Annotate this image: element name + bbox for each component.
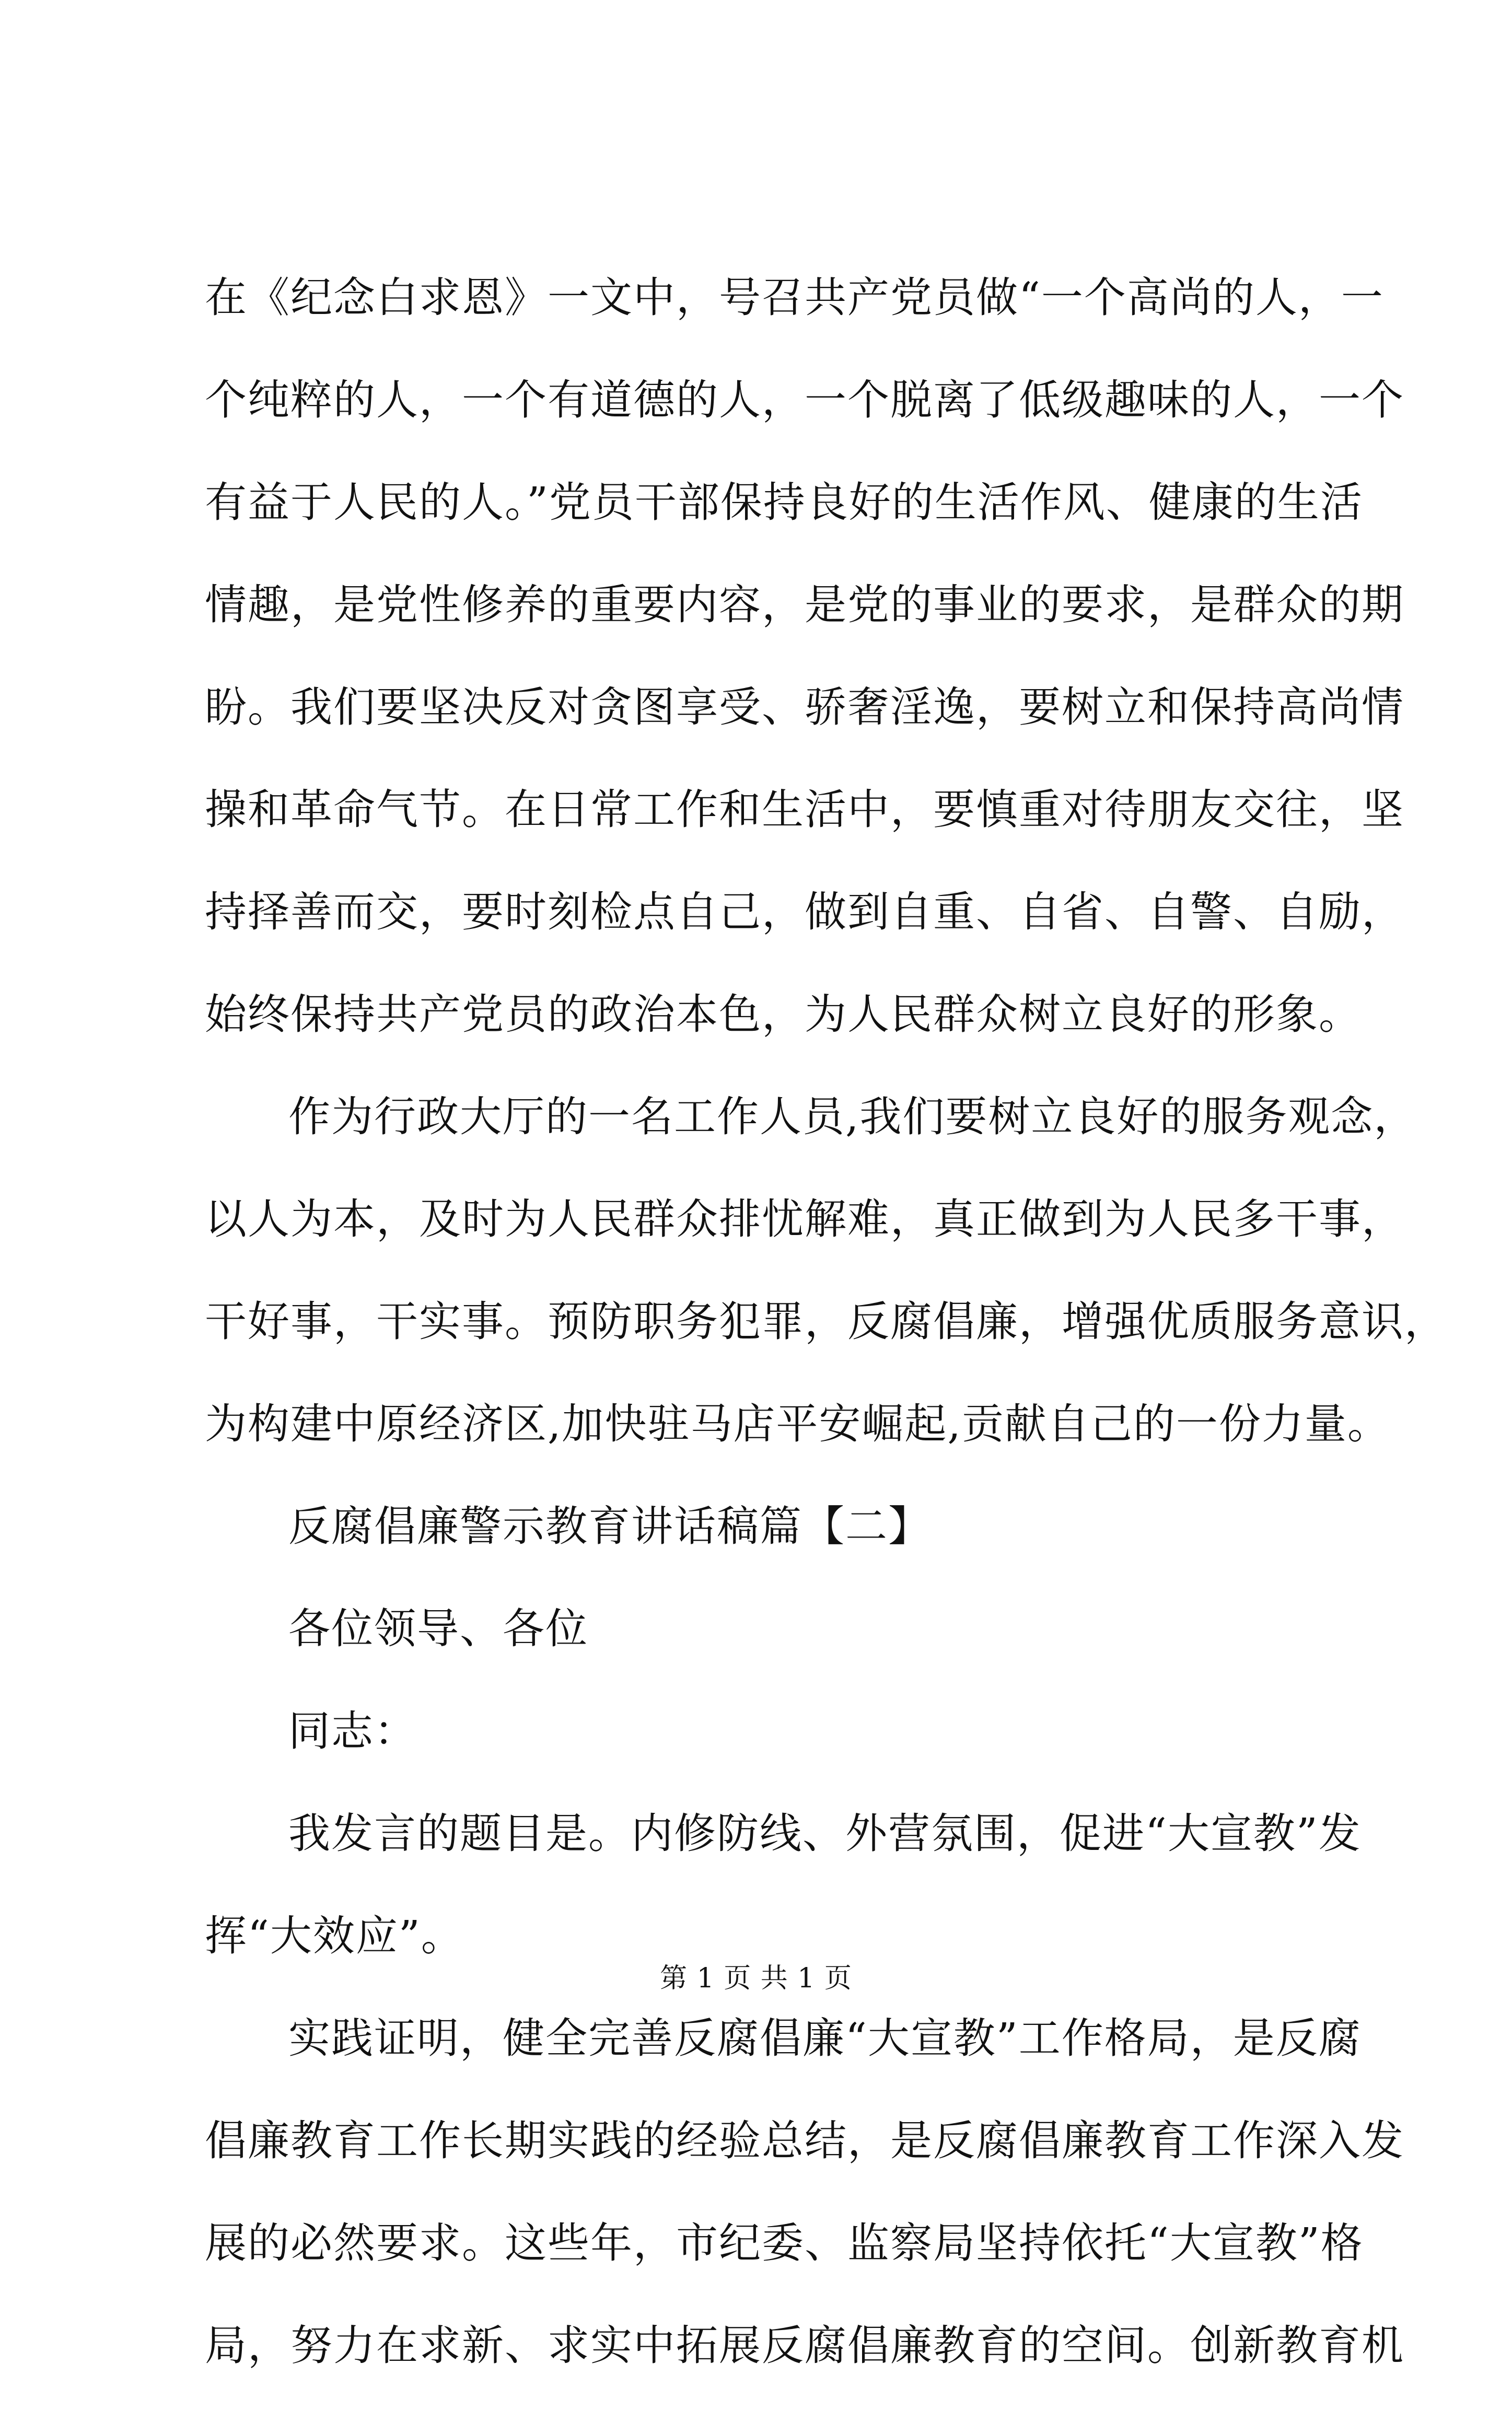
paragraph-line: 我发言的题目是。内修防线、外营氛围，促进“大宣教”发 — [288, 1809, 1362, 1858]
paragraph-line: 展的必然要求。这些年，市纪委、监察局坚持依托“大宣教”格 — [205, 2219, 1364, 2267]
salutation-line: 同志： — [288, 1707, 417, 1755]
paragraph-line: 情趣，是党性修养的重要内容，是党的事业的要求，是群众的期 — [205, 580, 1404, 629]
paragraph-line: 始终保持共产党员的政治本色，为人民群众树立良好的形象。 — [205, 990, 1362, 1039]
paragraph-line: 持择善而交，要时刻检点自己，做到自重、自省、自警、自励， — [205, 888, 1404, 936]
section-heading: 反腐倡廉警示教育讲话稿篇【二】 — [288, 1502, 931, 1551]
paragraph-line: 在《纪念白求恩》一文中，号召共产党员做“一个高尚的人，一 — [205, 273, 1384, 322]
paragraph-line: 操和革命气节。在日常工作和生活中，要慎重对待朋友交往，坚 — [205, 785, 1404, 834]
paragraph-line: 实践证明，健全完善反腐倡廉“大宣教”工作格局，是反腐 — [288, 2014, 1362, 2063]
page-number-label: 第 1 页 共 1 页 — [660, 1963, 852, 1994]
paragraph-line: 挥“大效应”。 — [205, 1912, 464, 1960]
paragraph-line: 以人为本，及时为人民群众排忧解难，真正做到为人民多干事， — [205, 1195, 1404, 1243]
paragraph-line: 局，努力在求新、求实中拓展反腐倡廉教育的空间。创新教育机 — [205, 2321, 1404, 2370]
salutation-line: 各位领导、各位 — [288, 1604, 588, 1653]
paragraph-line: 个纯粹的人，一个有道德的人，一个脱离了低级趣味的人，一个 — [205, 376, 1404, 424]
paragraph-line: 盼。我们要坚决反对贪图享受、骄奢淫逸，要树立和保持高尚情 — [205, 683, 1404, 731]
page-footer — [0, 1960, 1512, 1997]
paragraph-line: 干好事，干实事。预防职务犯罪，反腐倡廉，增强优质服务意识， — [205, 1297, 1447, 1346]
document-body — [205, 272, 1447, 2422]
paragraph-line: 有益于人民的人。”党员干部保持良好的生活作风、健康的生活 — [205, 478, 1363, 527]
paragraph-line: 倡廉教育工作长期实践的经验总结，是反腐倡廉教育工作深入发 — [205, 2116, 1404, 2165]
paragraph-line: 作为行政大厅的一名工作人员,我们要树立良好的服务观念， — [288, 1092, 1417, 1141]
paragraph-line: 为构建中原经济区,加快驻马店平安崛起,贡献自己的一份力量。 — [205, 1400, 1390, 1448]
